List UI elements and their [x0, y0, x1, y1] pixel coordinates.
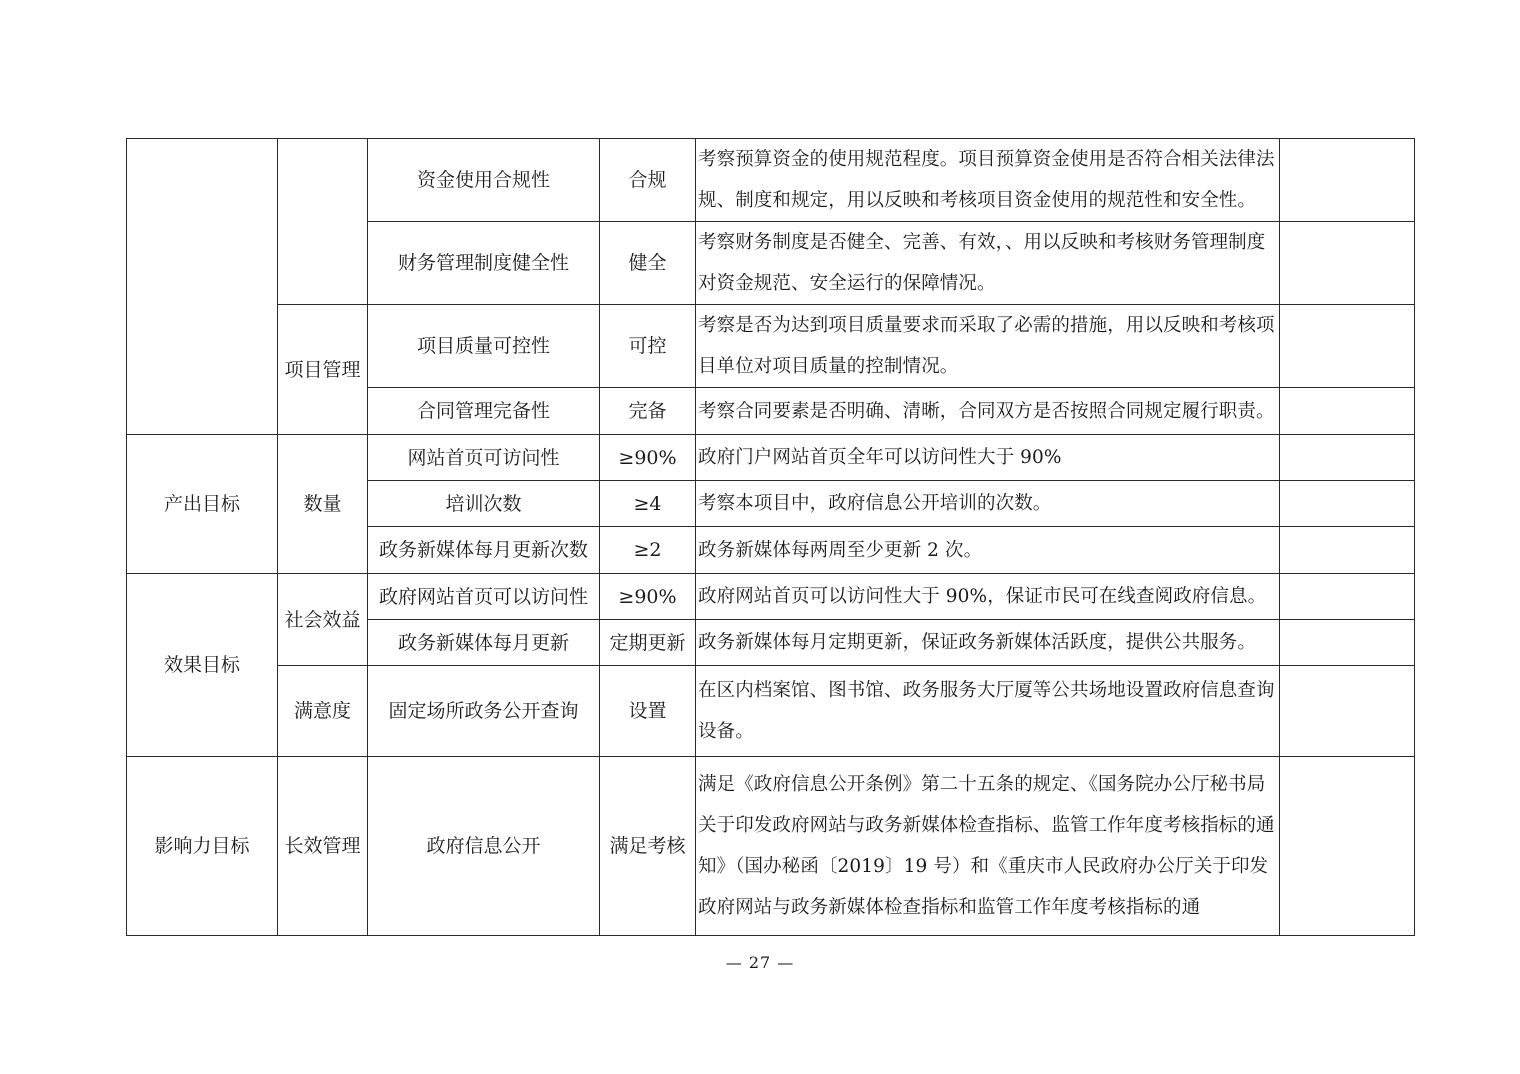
- description-cell: 考察是否为达到项目质量要求而采取了必需的措施，用以反映和考核项目单位对项目质量的控制情况。: [696, 305, 1280, 388]
- note-cell: [1280, 222, 1415, 305]
- standard-cell: ≥90%: [600, 574, 696, 620]
- level1-cell: 影响力目标: [127, 757, 278, 936]
- description-cell: 政务新媒体每月定期更新，保证政务新媒体活跃度，提供公共服务。: [696, 620, 1280, 666]
- level2-cell: 社会效益: [278, 574, 368, 666]
- level2-cell: 长效管理: [278, 757, 368, 936]
- standard-cell: 合规: [600, 139, 696, 222]
- standard-cell: 定期更新: [600, 620, 696, 666]
- description-cell: 考察预算资金的使用规范程度。项目预算资金使用是否符合相关法律法规、制度和规定，用以反映和考核项目资金使用的规范性和安全性。: [696, 139, 1280, 222]
- table-row: [127, 574, 1415, 620]
- level1-cell: 产出目标: [127, 435, 278, 574]
- standard-cell: 健全: [600, 222, 696, 305]
- level2-cell: 数量: [278, 435, 368, 574]
- level2-cell: [278, 139, 368, 305]
- table-row: [127, 305, 1415, 388]
- description-cell: 考察财务制度是否健全、完善、有效，、用以反映和考核财务管理制度对资金规范、安全运行的保障情况。: [696, 222, 1280, 305]
- description-cell: 在区内档案馆、图书馆、政务服务大厅厦等公共场地设置政府信息查询设备。: [696, 666, 1280, 757]
- table-row: [127, 139, 1415, 222]
- note-cell: [1280, 527, 1415, 574]
- description-cell: 考察合同要素是否明确、清晰，合同双方是否按照合同规定履行职责。: [696, 388, 1280, 435]
- table-row: [127, 435, 1415, 481]
- standard-cell: 设置: [600, 666, 696, 757]
- level1-cell: [127, 139, 278, 435]
- description-cell: 政府门户网站首页全年可以访问性大于 90%: [696, 435, 1280, 481]
- performance-indicator-table: [126, 138, 1415, 936]
- description-cell: 政府网站首页可以访问性大于 90%，保证市民可在线查阅政府信息。: [696, 574, 1280, 620]
- note-cell: [1280, 620, 1415, 666]
- indicator-cell: 网站首页可访问性: [368, 435, 600, 481]
- standard-cell: 可控: [600, 305, 696, 388]
- standard-cell: ≥90%: [600, 435, 696, 481]
- indicator-cell: 政务新媒体每月更新: [368, 620, 600, 666]
- note-cell: [1280, 305, 1415, 388]
- indicator-cell: 项目质量可控性: [368, 305, 600, 388]
- note-cell: [1280, 757, 1415, 936]
- note-cell: [1280, 435, 1415, 481]
- indicator-cell: 资金使用合规性: [368, 139, 600, 222]
- page-number: — 27 —: [725, 953, 795, 972]
- standard-cell: 满足考核: [600, 757, 696, 936]
- indicator-cell: 财务管理制度健全性: [368, 222, 600, 305]
- note-cell: [1280, 666, 1415, 757]
- indicator-cell: 政府网站首页可以访问性: [368, 574, 600, 620]
- description-cell: 考察本项目中，政府信息公开培训的次数。: [696, 481, 1280, 527]
- level2-cell: 项目管理: [278, 305, 368, 435]
- indicator-cell: 合同管理完备性: [368, 388, 600, 435]
- indicator-cell: 政务新媒体每月更新次数: [368, 527, 600, 574]
- standard-cell: 完备: [600, 388, 696, 435]
- indicator-cell: 政府信息公开: [368, 757, 600, 936]
- note-cell: [1280, 139, 1415, 222]
- level2-cell: 满意度: [278, 666, 368, 757]
- table-row: [127, 757, 1415, 936]
- standard-cell: ≥2: [600, 527, 696, 574]
- level1-cell: 效果目标: [127, 574, 278, 757]
- standard-cell: ≥4: [600, 481, 696, 527]
- note-cell: [1280, 481, 1415, 527]
- indicator-cell: 固定场所政务公开查询: [368, 666, 600, 757]
- table-row: [127, 666, 1415, 757]
- description-cell: 政务新媒体每两周至少更新 2 次。: [696, 527, 1280, 574]
- note-cell: [1280, 574, 1415, 620]
- description-cell: 满足《政府信息公开条例》第二十五条的规定、《国务院办公厅秘书局关于印发政府网站与政务新媒体检查指标、监管工作年度考核指标的通知》（国办秘函〔2019〕19 号）和《重庆市人民政府办公厅关于印发政府网站与政务新媒体检查指标和监管工作年度考核指标的通: [696, 757, 1280, 936]
- indicator-cell: 培训次数: [368, 481, 600, 527]
- note-cell: [1280, 388, 1415, 435]
